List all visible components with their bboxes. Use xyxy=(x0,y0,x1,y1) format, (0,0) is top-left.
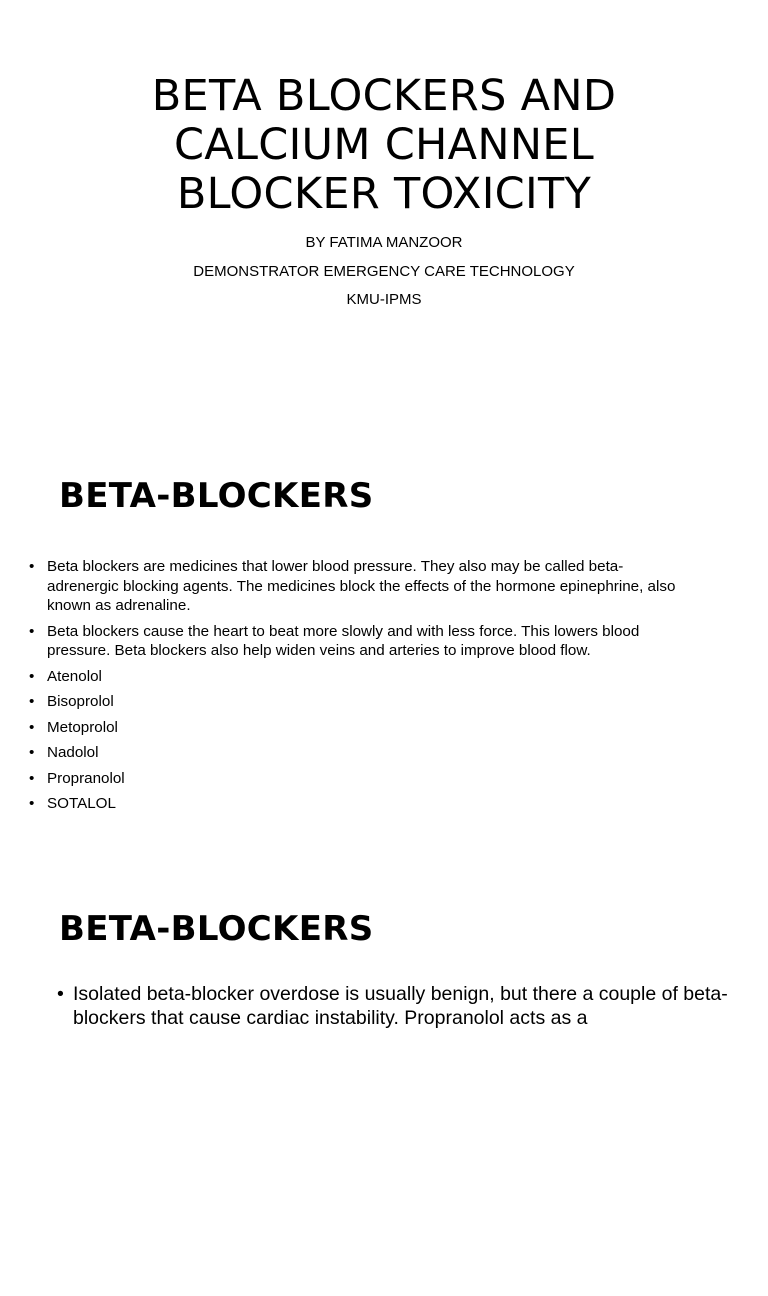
bullet-icon: • xyxy=(29,693,35,710)
list-item-text: Bisoprolol xyxy=(47,693,114,710)
list-item-text: Metoprolol xyxy=(47,718,118,736)
bullet-icon: • xyxy=(29,744,35,761)
author-line: BY FATIMA MANZOOR xyxy=(305,234,463,251)
list-item-text: SOTALOL xyxy=(47,795,116,812)
bullet-list xyxy=(57,982,747,1036)
bullet-icon: • xyxy=(29,769,35,787)
institution-line: KMU-IPMS xyxy=(346,291,422,308)
bullet-icon: • xyxy=(57,983,64,1005)
title-slide xyxy=(0,0,768,432)
list-item xyxy=(29,622,689,661)
title-line: BETA BLOCKERS AND xyxy=(151,71,617,121)
list-item xyxy=(29,692,689,712)
list-item xyxy=(29,743,689,763)
bullet-icon: • xyxy=(29,718,35,736)
bullet-icon: • xyxy=(29,622,35,640)
slide-heading: BETA-BLOCKERS xyxy=(59,476,374,516)
author-role-line: DEMONSTRATOR EMERGENCY CARE TECHNOLOGY xyxy=(193,262,575,280)
beta-blockers-slide xyxy=(0,432,768,864)
slide-heading: BETA-BLOCKERS xyxy=(59,909,374,949)
title-line: CALCIUM CHANNEL xyxy=(173,120,595,170)
list-item xyxy=(29,667,689,687)
beta-blockers-overdose-slide xyxy=(0,864,768,1296)
list-item-text: Isolated beta-blocker overdose is usually benign, but there a couple of beta-blockers that cause cardiac instability. Propranolol acts as a xyxy=(73,983,728,1029)
bullet-list xyxy=(29,557,689,820)
bullet-icon: • xyxy=(29,558,35,575)
presentation-title xyxy=(0,72,768,219)
list-item-text: Nadolol xyxy=(47,744,99,761)
list-item-text: Beta blockers cause the heart to beat more slowly and with less force. This lowers blood pressure. Beta blockers also help widen veins and arteries to improve blood flow. xyxy=(47,622,640,659)
bullet-icon: • xyxy=(29,795,35,812)
list-item xyxy=(29,794,689,814)
list-item xyxy=(57,982,747,1030)
title-line: BLOCKER TOXICITY xyxy=(176,169,592,219)
list-item-text: Atenolol xyxy=(47,667,102,685)
list-item-text: Propranolol xyxy=(47,769,125,787)
bullet-icon: • xyxy=(29,667,35,685)
presentation-subtitle xyxy=(0,229,768,315)
list-item xyxy=(29,718,689,738)
list-item-text: Beta blockers are medicines that lower blood pressure. They also may be called beta-adrenergic blocking agents. The medicines block the effects of the hormone epinephrine, also known as adrenaline. xyxy=(47,558,676,614)
list-item xyxy=(29,557,689,616)
list-item xyxy=(29,769,689,789)
